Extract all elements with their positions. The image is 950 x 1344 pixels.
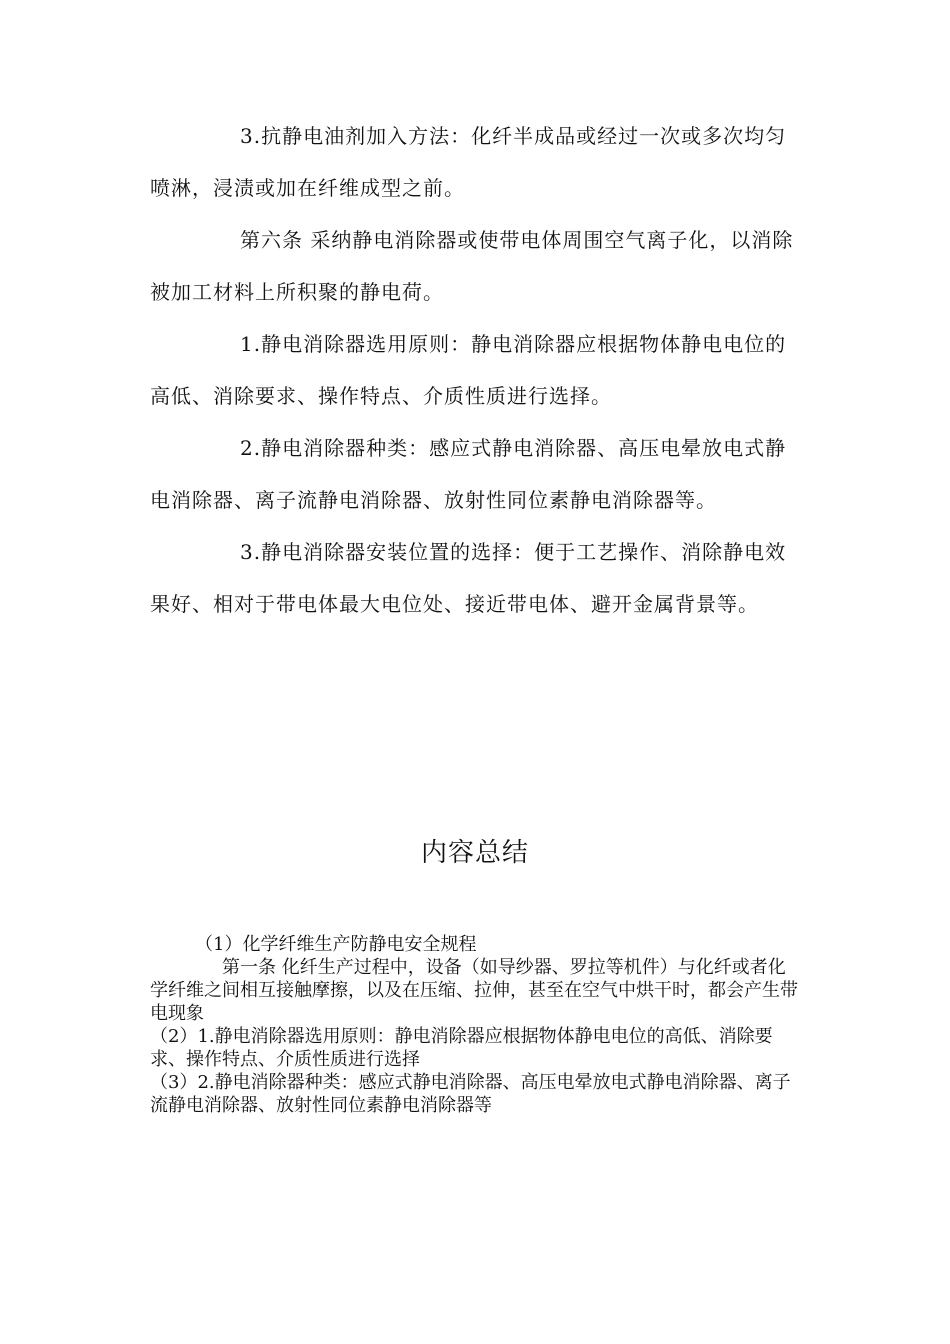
summary-item: 第一条 化纤生产过程中，设备（如导纱器、罗拉等机件）与化纤或者化学纤维之间相互接触摩擦，以及在压缩、拉伸，甚至在空气中烘干时，都会产生带电现象	[150, 957, 798, 1024]
body-text	[150, 110, 795, 630]
summary-item: （2）1.静电消除器选用原则：静电消除器应根据物体静电电位的高低、消除要求、操作特点、介质性质进行选择	[150, 1026, 773, 1070]
summary-item: （3）2.静电消除器种类：感应式静电消除器、高压电晕放电式静电消除器、离子流静电消除器、放射性同位素静电消除器等	[150, 1072, 791, 1116]
summary-title: 内容总结	[420, 838, 529, 868]
paragraph: 3.静电消除器安装位置的选择：便于工艺操作、消除静电效果好、相对于带电体最大电位处、接近带电体、避开金属背景等。	[150, 540, 787, 616]
summary-item: （1）化学纤维生产防静电安全规程	[195, 934, 477, 955]
paragraph: 第六条 采纳静电消除器或使带电体周围空气离子化，以消除被加工材料上所积聚的静电荷。	[150, 228, 794, 304]
paragraph: 1.静电消除器选用原则：静电消除器应根据物体静电电位的高低、消除要求、操作特点、介质性质进行选择。	[150, 332, 787, 408]
summary-list	[150, 933, 800, 1117]
paragraph: 2.静电消除器种类：感应式静电消除器、高压电晕放电式静电消除器、离子流静电消除器、放射性同位素静电消除器等。	[150, 436, 787, 512]
paragraph: 3.抗静电油剂加入方法：化纤半成品或经过一次或多次均匀喷淋，浸渍或加在纤维成型之前。	[150, 124, 787, 200]
